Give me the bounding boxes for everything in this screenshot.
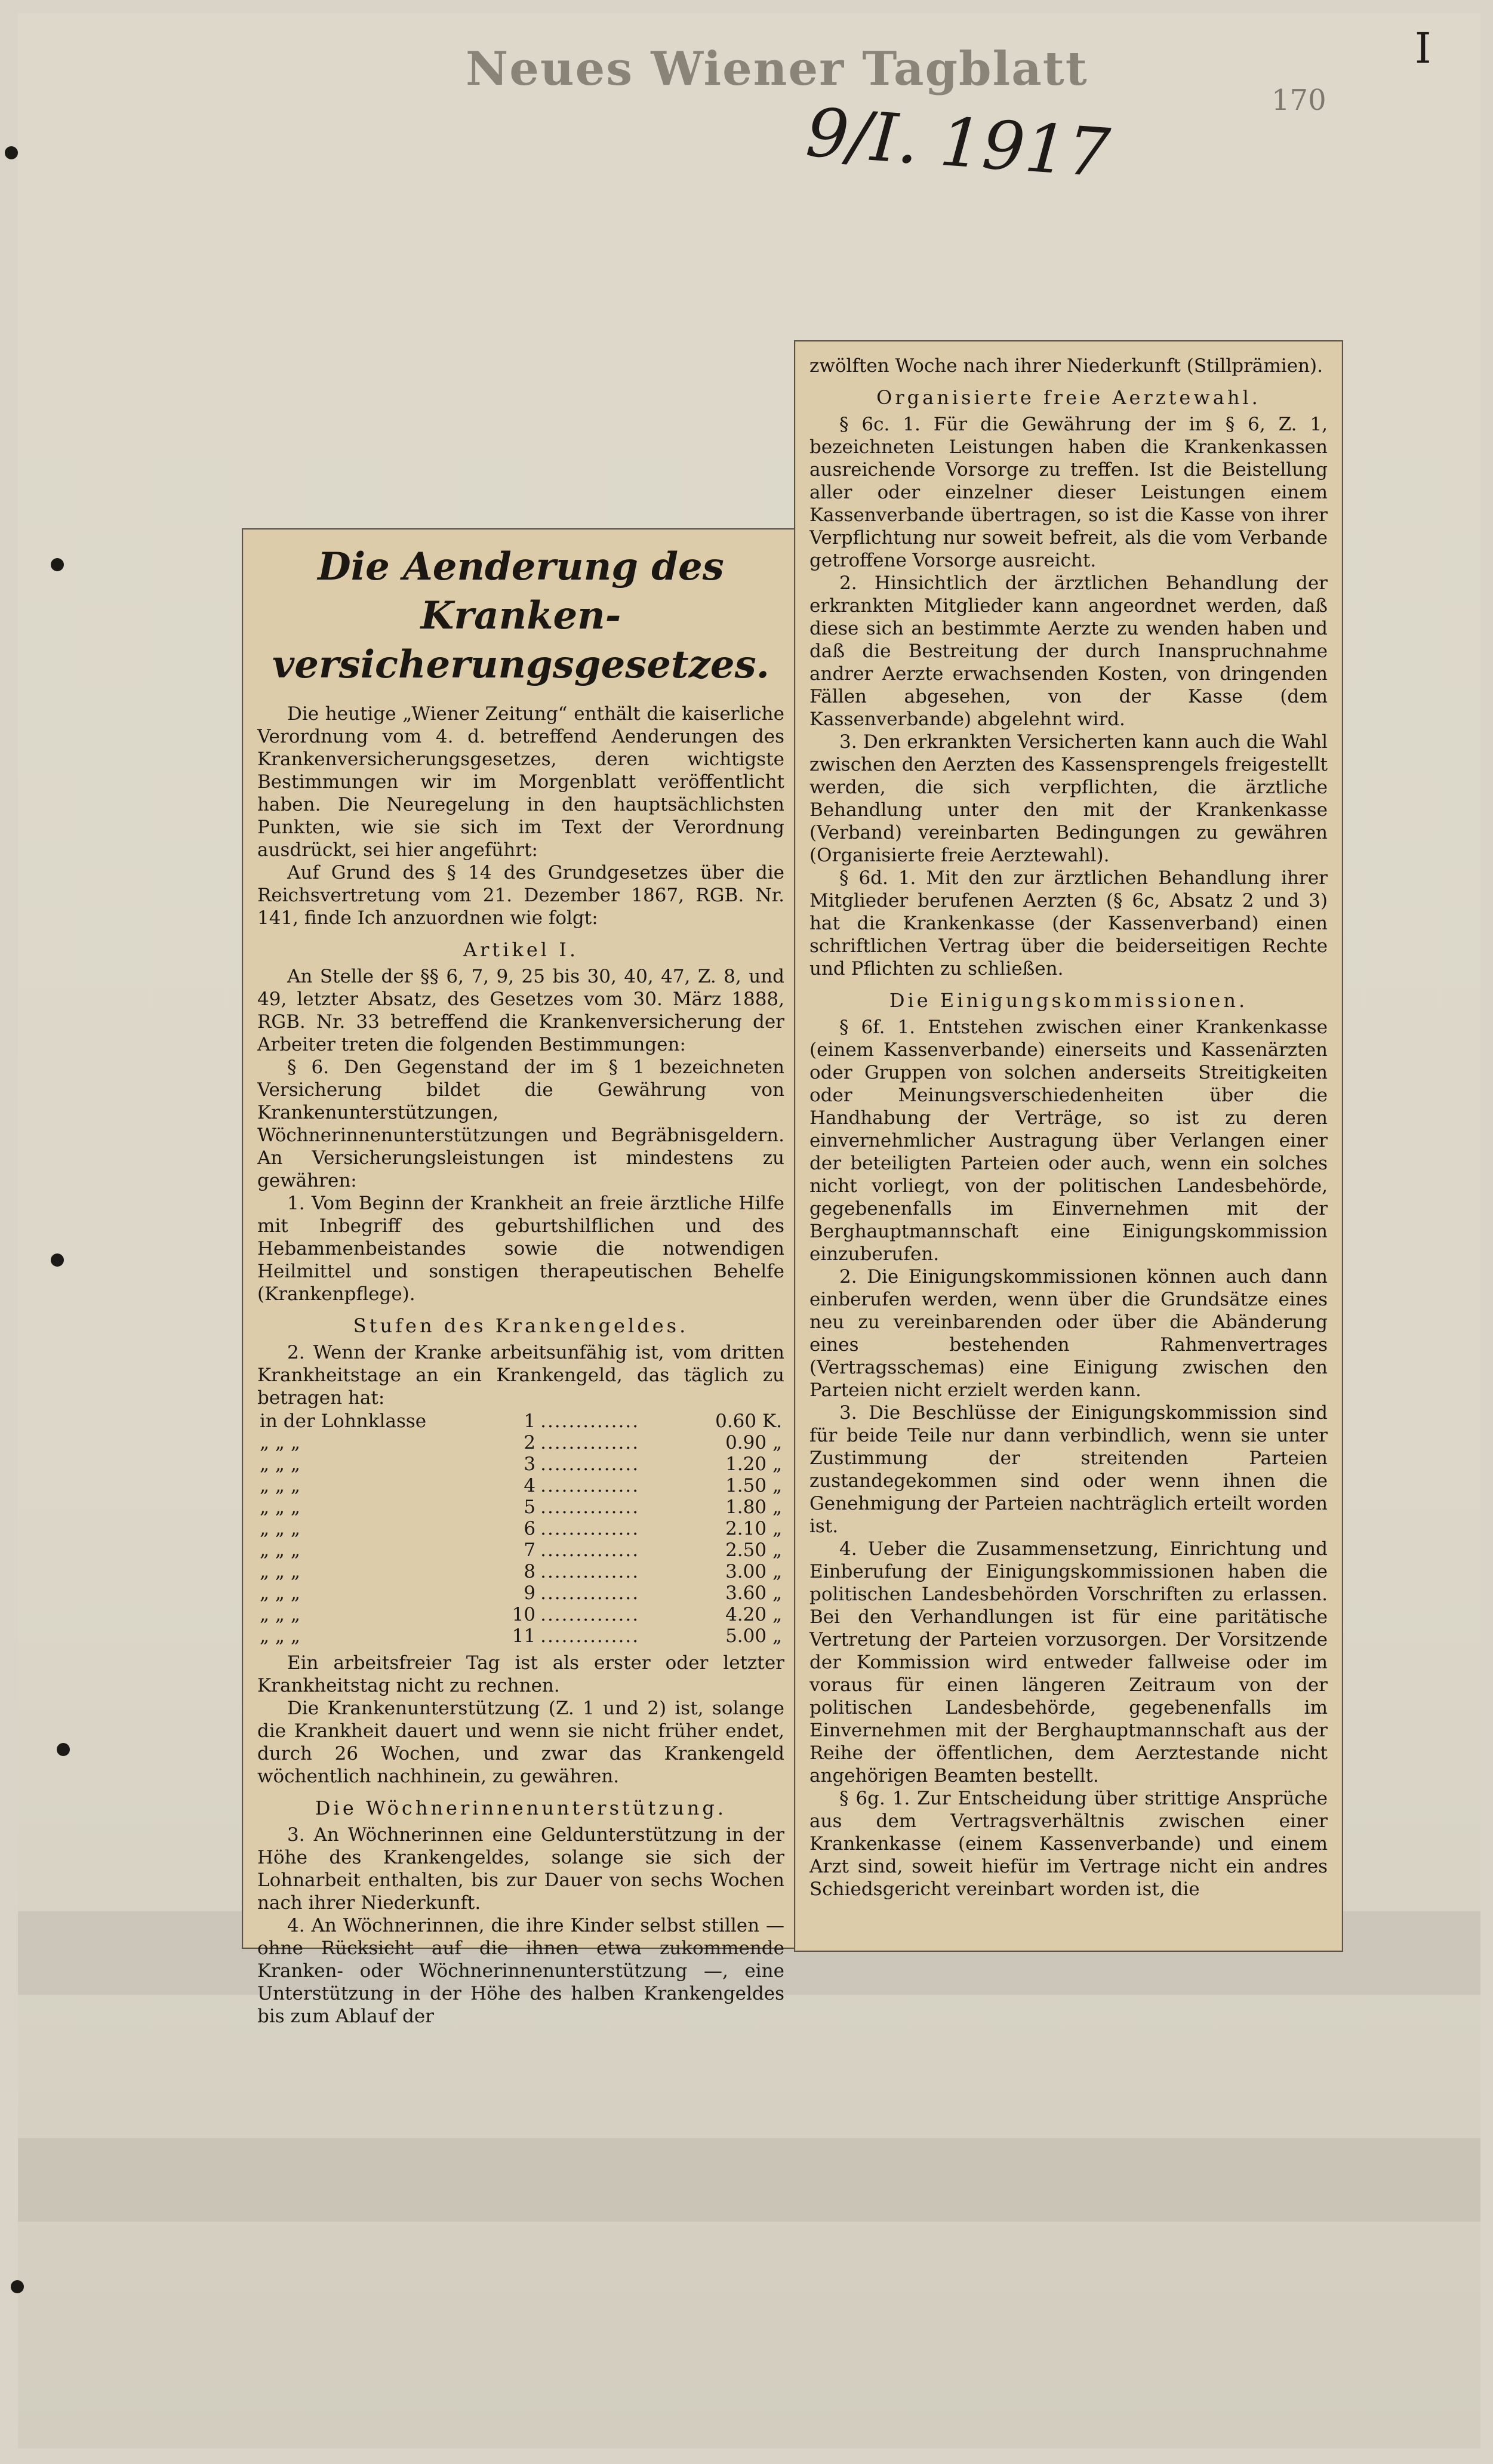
section-heading: Die Einigungskommissionen. xyxy=(889,989,1248,1012)
paragraph: 1. Vom Beginn der Krankheit an freie ärztliche Hilfe mit Inbegriff des geburtshilflichen und des Hebammenbeistandes sowie die notwendigen Heilmittel und sonstigen therapeutischen Behelfe (Krankenpflege). xyxy=(257,1193,784,1305)
rate-amount: 0.90 „ xyxy=(725,1432,782,1453)
binding-hole xyxy=(5,146,18,159)
rate-row xyxy=(257,1604,784,1625)
rate-class: 4 xyxy=(524,1475,536,1496)
rate-row xyxy=(257,1475,784,1496)
rate-amount: 3.00 „ xyxy=(725,1561,782,1582)
folio-number: 170 xyxy=(1272,84,1326,117)
rate-class: 5 xyxy=(524,1496,536,1518)
rate-dots: .............. xyxy=(540,1539,640,1561)
paragraph: Die Krankenunterstützung (Z. 1 und 2) ist, solange die Krankheit dauert und wenn sie nicht früher endet, durch 26 Wochen, und zwar das Krankengeld wöchentlich nachhinein, zu gewähren. xyxy=(257,1698,784,1787)
rate-dots: .............. xyxy=(540,1453,640,1475)
rate-class: 7 xyxy=(524,1539,536,1561)
paragraph: zwölften Woche nach ihrer Niederkunft (Stillprämien). xyxy=(809,355,1323,377)
rate-label: „ „ „ xyxy=(260,1561,300,1582)
rate-label: „ „ „ xyxy=(260,1432,300,1453)
rate-class: 9 xyxy=(524,1582,536,1604)
rate-class: 3 xyxy=(524,1453,536,1475)
rate-dots: .............. xyxy=(540,1518,640,1539)
rate-label: „ „ „ xyxy=(260,1518,300,1539)
paragraph: § 6. Den Gegenstand der im § 1 bezeichneten Versicherung bildet die Gewährung von Krankenunterstützungen, Wöchnerinnenunterstützungen und Begräbnisgeldern. An Versicherungsleistungen ist mindestens zu gewähren: xyxy=(257,1057,784,1191)
rate-row xyxy=(257,1410,784,1432)
handwritten-date: 9/I. 1917 xyxy=(804,94,1113,193)
rate-row xyxy=(257,1625,784,1647)
rate-row xyxy=(257,1582,784,1604)
rate-dots: .............. xyxy=(540,1582,640,1604)
rate-label: „ „ „ xyxy=(260,1604,300,1625)
paragraph: Ein arbeitsfreier Tag ist als erster oder letzter Krankheitstag nicht zu rechnen. xyxy=(257,1652,784,1696)
binding-hole xyxy=(51,1253,64,1267)
rate-label: „ „ „ xyxy=(260,1475,300,1496)
section-heading: Stufen des Krankengeldes. xyxy=(353,1314,689,1337)
rate-label: „ „ „ xyxy=(260,1496,300,1518)
binding-hole xyxy=(51,558,64,571)
rate-dots: .............. xyxy=(540,1604,640,1625)
binding-hole xyxy=(11,2280,24,2293)
clipping-left-column xyxy=(242,528,800,2027)
paragraph: § 6d. 1. Mit den zur ärztlichen Behandlung ihrer Mitglieder berufenen Aerzten (§ 6c, Absatz 2 und 3) hat die Krankenkasse (der Kassenverband) einen schriftlichen Vertrag über die beiderseitigen Rechte und Pflichten zu schließen. xyxy=(809,867,1328,980)
section-heading: Die Wöchnerinnenunterstützung. xyxy=(315,1797,727,1819)
rate-dots: .............. xyxy=(540,1625,640,1647)
rate-amount: 4.20 „ xyxy=(725,1604,782,1625)
article-heading: Artikel I. xyxy=(463,938,579,961)
rate-row xyxy=(257,1496,784,1518)
paragraph: 3. Den erkrankten Versicherten kann auch die Wahl zwischen den Aerzten des Kassensprengels freigestellt werden, die sich verpflichten, die ärztliche Behandlung unter den mit der Krankenkasse (Verband) vereinbarten Bedingungen zu gewähren (Organisierte freie Aerztewahl). xyxy=(809,731,1328,866)
rate-class: 2 xyxy=(524,1432,536,1453)
section-heading: Organisierte freie Aerztewahl. xyxy=(876,386,1261,409)
rate-amount: 2.50 „ xyxy=(725,1539,782,1561)
rate-class: 10 xyxy=(512,1604,536,1625)
rate-label: „ „ „ xyxy=(260,1539,300,1561)
rate-row xyxy=(257,1561,784,1582)
scan-shadow-band xyxy=(18,2138,1480,2222)
rate-dots: .............. xyxy=(540,1475,640,1496)
rate-amount: 5.00 „ xyxy=(725,1625,782,1647)
paragraph: 2. Wenn der Kranke arbeitsunfähig ist, vom dritten Krankheitstage an ein Krankengeld, das täglich zu betragen hat: xyxy=(257,1342,784,1409)
paragraph: 2. Hinsichtlich der ärztlichen Behandlung der erkrankten Mitglieder kann angeordnet werden, daß diese sich an bestimmte Aerzte zu wenden haben und daß die Bestreitung der durch Inanspruchnahme andrer Aerzte erwachsenden Kosten, von dringenden Fällen abgesehen, von der Kasse (dem Kassenverbande) abgelehnt wird. xyxy=(809,572,1328,730)
paragraph: 2. Die Einigungskommissionen können auch dann einberufen werden, wenn über die Grundsätze eines neu zu vereinbarenden oder über die Abänderung eines bestehenden Rahmenvertrages (Vertragsschemas) eine Einigung zwischen den Parteien nicht erzielt werden kann. xyxy=(809,1266,1328,1401)
paragraph: 4. An Wöchnerinnen, die ihre Kinder selbst stillen — ohne Rücksicht auf die ihnen etwa zukommende Kranken- oder Wöchnerinnenunterstützung —, eine Unterstützung in der Höhe des halben Krankengeldes bis zum Ablauf der xyxy=(257,1915,784,2027)
rate-class: 6 xyxy=(524,1518,536,1539)
sick-pay-rate-table xyxy=(257,1410,784,1647)
rate-amount: 2.10 „ xyxy=(725,1518,782,1539)
rate-amount: 1.80 „ xyxy=(725,1496,782,1518)
paragraph: § 6c. 1. Für die Gewährung der im § 6, Z. 1, bezeichneten Leistungen haben die Krankenkassen ausreichende Vorsorge zu treffen. Ist die Beistellung aller oder einzelner dieser Leistungen einem Kassenverbande übertragen, so ist die Kasse von ihrer Verpflichtung nur soweit befreit, als die vom Verbande getroffene Vorsorge ausreicht. xyxy=(809,414,1328,571)
rate-class: 8 xyxy=(524,1561,536,1582)
rate-class: 1 xyxy=(524,1410,536,1432)
paragraph: § 6g. 1. Zur Entscheidung über strittige Ansprüche aus dem Vertragsverhältnis zwischen einer Krankenkasse (einem Kassenverbande) und einem Arzt sind, soweit hiefür im Vertrage nicht ein andres Schiedsgericht vereinbart worden ist, die xyxy=(809,1788,1328,1900)
binding-hole xyxy=(57,1743,70,1756)
paragraph: Die heutige „Wiener Zeitung“ enthält die kaiserliche Verordnung vom 4. d. betreffend Aenderungen des Krankenversicherungsgesetzes, deren wichtigste Bestimmungen wir im Morgenblatt veröffentlicht haben. Die Neuregelung in den hauptsächlichsten Punkten, wie sie sich im Text der Verordnung ausdrückt, sei hier angeführt: xyxy=(257,703,784,861)
paragraph: 4. Ueber die Zusammensetzung, Einrichtung und Einberufung der Einigungskommissionen haben die politischen Landesbehörden Vorschriften zu erlassen. Bei den Verhandlungen ist für eine paritätische Vertretung der Parteien vorzusorgen. Der Vorsitzende der Kommission wird entweder fallweise oder im voraus für einen längeren Zeitraum von der politischen Landesbehörde, gegebenenfalls im Einvernehmen mit der Berghauptmannschaft aus der Reihe der öffentlichen, dem Aerztestande nicht angehörigen Beamten bestellt. xyxy=(809,1538,1328,1787)
paragraph: 3. An Wöchnerinnen eine Geldunterstützung in der Höhe des Krankengeldes, solange sie sich der Lohnarbeit enthalten, bis zur Dauer von sechs Wochen nach ihrer Niederkunft. xyxy=(257,1824,784,1914)
rate-dots: .............. xyxy=(540,1410,640,1432)
paragraph: An Stelle der §§ 6, 7, 9, 25 bis 30, 40, 47, Z. 8, und 49, letzter Absatz, des Gesetzes vom 30. März 1888, RGB. Nr. 33 betreffend die Krankenversicherung der Arbeiter treten die folgenden Bestimmungen: xyxy=(257,966,784,1055)
rate-label: in der Lohnklasse xyxy=(260,1410,427,1432)
rate-label: „ „ „ xyxy=(260,1625,300,1647)
rate-amount: 0.60 K. xyxy=(715,1410,782,1432)
rate-row xyxy=(257,1453,784,1475)
rate-row xyxy=(257,1539,784,1561)
rate-dots: .............. xyxy=(540,1496,640,1518)
paragraph: 3. Die Beschlüsse der Einigungskommission sind für beide Teile nur dann verbindlich, wenn sie unter Zustimmung der streitenden Parteien zustandegekommen sind oder wenn ihnen die Genehmigung der Parteien nachträglich erteilt worden ist. xyxy=(809,1402,1328,1537)
rate-row xyxy=(257,1518,784,1539)
paragraph: § 6f. 1. Entstehen zwischen einer Krankenkasse (einem Kassenverbande) einerseits und Kassenärzten oder Gruppen von solchen anderseits Streitigkeiten oder Meinungsverschiedenheiten über die Handhabung der Verträge, so ist zu deren einvernehmlicher Austragung über Verlangen einer der beteiligten Parteien oder auch, wenn ein solches nicht vorliegt, von der politischen Landesbehörde, gegebenenfalls im Einvernehmen mit der Berghauptmannschaft eine Einigungskommission einzuberufen. xyxy=(809,1017,1328,1265)
rate-dots: .............. xyxy=(540,1561,640,1582)
paragraph: Auf Grund des § 14 des Grundgesetzes über die Reichsvertretung vom 21. Dezember 1867, RGB. Nr. 141, finde Ich anzuordnen wie folgt: xyxy=(257,862,784,929)
roman-numeral-mark: I xyxy=(1415,24,1432,73)
clipping-right-column xyxy=(794,340,1343,1952)
article-title: Die Aenderung des Kranken-versicherungsgesetzes. xyxy=(272,544,769,687)
rate-amount: 1.20 „ xyxy=(725,1453,782,1475)
newspaper-stamp: Neues Wiener Tagblatt xyxy=(466,42,1088,96)
rate-dots: .............. xyxy=(540,1432,640,1453)
rate-label: „ „ „ xyxy=(260,1582,300,1604)
rate-amount: 3.60 „ xyxy=(725,1582,782,1604)
rate-label: „ „ „ xyxy=(260,1453,300,1475)
rate-class: 11 xyxy=(512,1625,536,1647)
rate-amount: 1.50 „ xyxy=(725,1475,782,1496)
rate-row xyxy=(257,1432,784,1453)
